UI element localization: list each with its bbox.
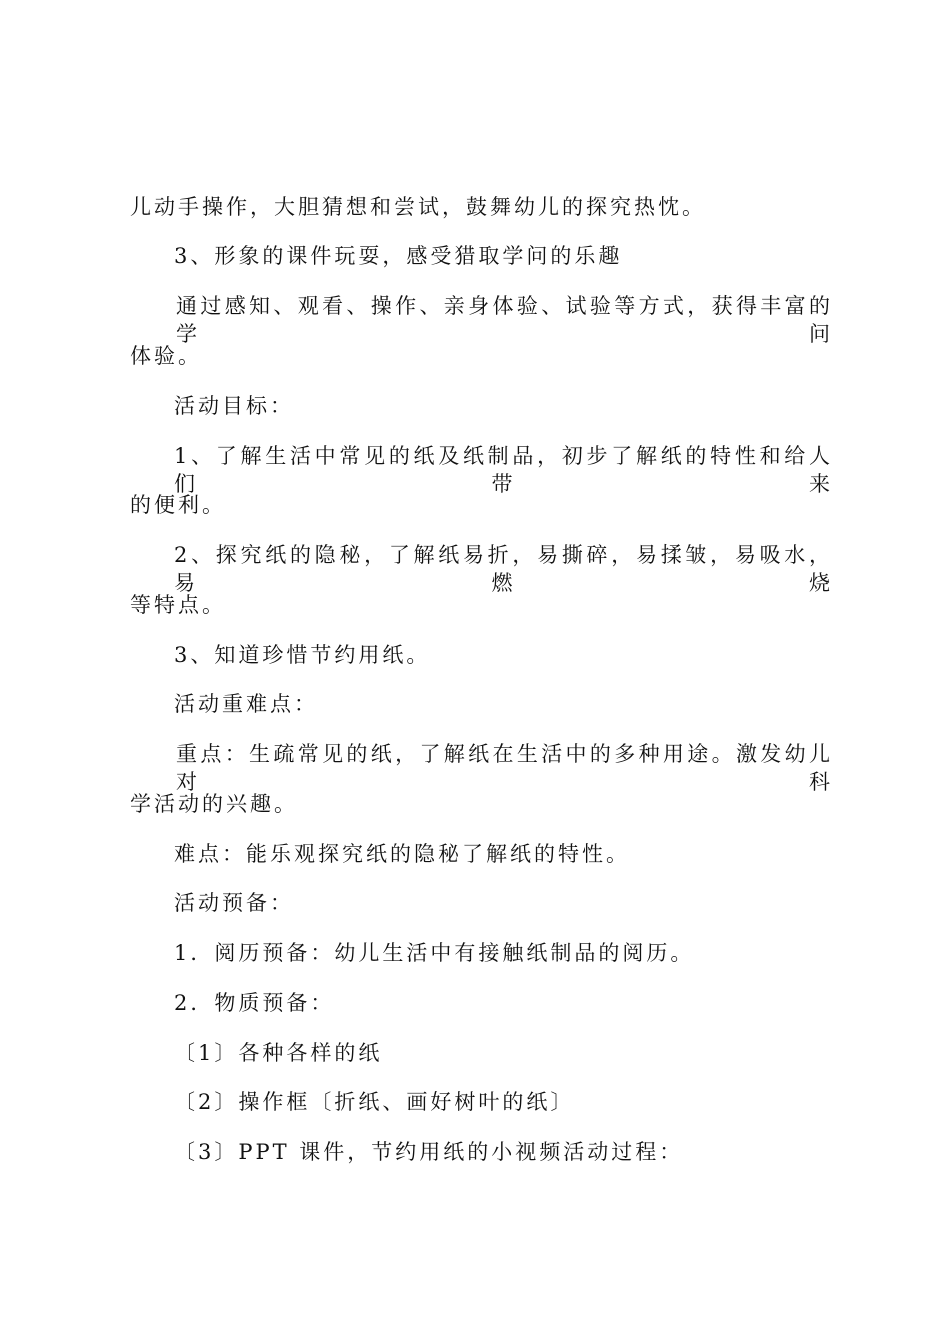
- material-item-1: 〔1〕各种各样的纸: [174, 1041, 383, 1065]
- key-point-end: 学活动的兴趣。: [130, 792, 298, 816]
- preparation-experience: 1．阅历预备：幼儿生活中有接触纸制品的阅历。: [174, 941, 695, 965]
- material-item-2: 〔2〕操作框〔折纸、画好树叶的纸〕: [174, 1090, 575, 1114]
- paragraph-goal-3-detail: 通过感知、观看、操作、亲身体验、试验等方式，获得丰富的学问: [176, 294, 833, 346]
- objective-1-end: 的便利。: [130, 493, 226, 517]
- objective-3: 3、知道珍惜节约用纸。: [174, 643, 431, 667]
- objective-2-end: 等特点。: [130, 593, 226, 617]
- section-heading-preparation: 活动预备：: [174, 891, 294, 915]
- key-point: 重点：生疏常见的纸，了解纸在生活中的多种用途。激发幼儿对科: [176, 742, 833, 794]
- difficult-point: 难点：能乐观探究纸的隐秘了解纸的特性。: [174, 842, 630, 866]
- paragraph-goal-3: 3、形象的课件玩耍，感受猎取学问的乐趣: [174, 244, 623, 268]
- preparation-materials: 2．物质预备：: [174, 991, 335, 1015]
- paragraph-goal-3-detail-end: 体验。: [130, 344, 202, 368]
- material-item-3: 〔3〕PPT 课件，节约用纸的小视频活动过程：: [174, 1140, 684, 1164]
- section-heading-key-points: 活动重难点：: [174, 692, 318, 716]
- paragraph-line-continuation: 儿动手操作，大胆猜想和尝试，鼓舞幼儿的探究热忱。: [130, 195, 706, 219]
- objective-1: 1、了解生活中常见的纸及纸制品，初步了解纸的特性和给人们带来: [174, 444, 833, 496]
- objective-2: 2、探究纸的隐秘，了解纸易折，易撕碎，易揉皱，易吸水，易燃烧: [174, 543, 833, 595]
- section-heading-objectives: 活动目标：: [174, 394, 294, 418]
